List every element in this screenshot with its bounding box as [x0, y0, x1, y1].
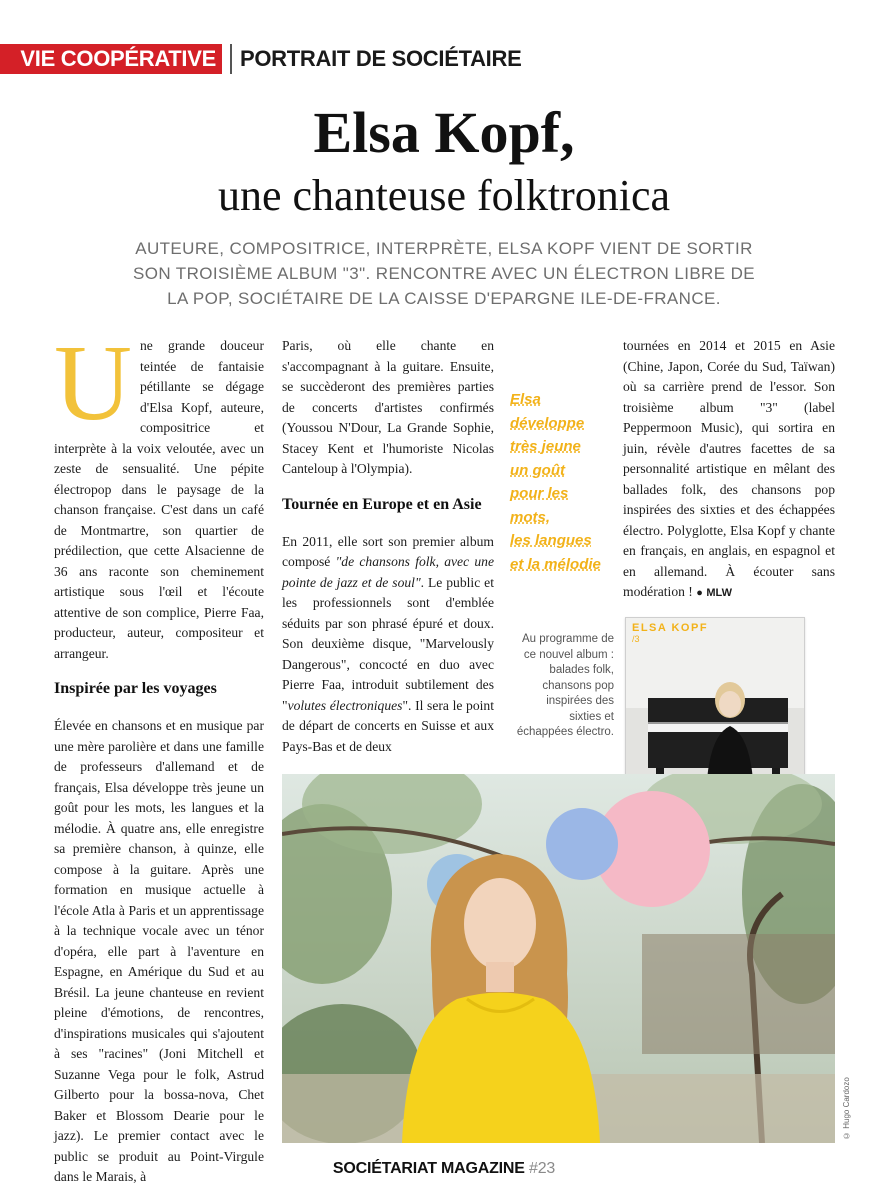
paragraph-voyages-continued: Paris, où elle chante en s'accompagnant à la guitare. Ensuite, se succèderont des premières parties de concerts d'artistes confirmés (Youssou N'Dour, La Grande Sophie, Stacey Kent et l'humoriste Nicolas Canteloup à l'Olympia). [282, 338, 494, 476]
paragraph-tournee [282, 532, 494, 758]
photo-credit: © Hugo Cardozo [842, 1077, 851, 1140]
subheading-voyages: Inspirée par les voyages [54, 680, 217, 697]
pull-quote-line: un goût [510, 461, 565, 479]
pull-quote-line: développe [510, 414, 585, 432]
issue-number: #23 [529, 1160, 556, 1177]
album-cover-photo [626, 618, 804, 798]
quote-italic: "de chansons folk, avec une pointe de jazz et de soul" [282, 554, 494, 590]
bullet-icon: ● [696, 587, 703, 599]
magazine-name: SOCIÉTARIAT MAGAZINE [332, 1160, 525, 1177]
main-portrait-photo [282, 774, 835, 1143]
paragraph-tournee-continued [623, 336, 835, 604]
pull-quote-line: mots, [510, 508, 551, 526]
pull-quote-line: et la mélodie [510, 555, 601, 573]
drop-cap: U [54, 324, 132, 443]
section-subrubric: PORTRAIT DE SOCIÉTAIRE [240, 46, 522, 71]
article-column-4 [623, 336, 835, 604]
page-footer [0, 1160, 888, 1178]
article-subtitle: une chanteuse folktronica [217, 171, 671, 220]
pull-quote-line: Elsa [510, 391, 541, 408]
album-title: ELSA KOPF [632, 622, 709, 634]
paragraph-text: En 2011, elle sort son premier album composé [282, 533, 494, 569]
pull-quote [510, 388, 620, 576]
rubric-divider [230, 44, 232, 74]
paragraph-voyages: Élevée en chansons et en musique par une mère parolière et dans une famille de professeurs d'allemand et de français, Elsa développe très jeune un goût pour les mots, les langues et la mélodie. À quatre ans, elle enregistre sa première chanson, à quinze, elle compose à la guitare. Après une formation en musique actuelle à l'école Atla à Paris et un apprentissage à la technique vocale avec un ténor d'opéra, elle part à l'aventure en Espagne, en Amérique du Sud et au Brésil. La jeune chanteuse en revient pleine d'émotions, de rencontres, d'inspirations musicales qui s'ajoutent à ses "racines" (Joni Mitchell et Suzanne Vega pour le folk, Astrud Gilberto pour la bossa-nova, Chet Baker et Blossom Dearie pour le jazz). Le premier contact avec le public se produit au Point-Virgule dans le Marais, à [54, 718, 264, 1184]
pull-quote-line: très jeune [510, 438, 581, 455]
album-caption: Au programme de ce nouvel album : balades folk, chansons pop inspirées des sixties et échappées électro. [516, 633, 614, 738]
article-title: Elsa Kopf, [313, 100, 575, 165]
article-column-1 [54, 324, 264, 1188]
intro-paragraph: ne grande douceur teintée de fantaisie pétillante se dégage d'Elsa Kopf, auteure, compositrice et interprète à la voix veloutée, avec un zeste de sensualité. Une pépite électropop dans le paysage de la chanson française. C'est dans un café de Montmartre, son quartier de prédilection, que cette Alsacienne de 36 ans raconte son cheminement artistique sous l'œil et l'écoute attentive de son complice, Pierre Faa, producteur, auteur, compositeur et arrangeur. [54, 338, 264, 661]
article-standfirst: AUTEURE, COMPOSITRICE, INTERPRÈTE, ELSA KOPF VIENT DE SORTIR SON TROISIÈME ALBUM "3". RENCONTRE AVEC UN ÉLECTRON LIBRE DE LA POP, SOCIÉTAIRE DE LA CAISSE D'EPARGNE ILE-DE-FRANCE. [132, 239, 756, 308]
paragraph-text: . Le public et les professionnels sont d'emblée séduits par son phrasé épuré et doux. Son deuxième disque, "Marvelously Dangerous", concocté en duo avec Pierre Faa, introduit subtilement des "volutes électroniques". Il sera le point de départ de concerts en Suisse et aux Pays-Bas et de deux [282, 574, 495, 754]
quote-italic: volutes électroniques [287, 697, 403, 713]
subheading-tournee: Tournée en Europe et en Asie [282, 495, 482, 513]
article-column-2 [282, 336, 494, 757]
section-rubric: VIE COOPÉRATIVE [0, 44, 222, 74]
paragraph-text: tournées en 2014 et 2015 en Asie (Chine, Japon, Corée du Sud, Taïwan) où sa carrière prend de l'essor. Son troisième album "3" (label Peppermoon Music), qui sortira en juin, révèle d'autres facettes de sa personnalité artistique en mêlant des ballades folk, des chansons pop inspirées des sixties et des échappées électro. Polyglotte, Elsa Kopf y chante en français, en anglais, en espagnol et en allemand. À écouter sans modération ! [623, 338, 835, 599]
pull-quote-line: les langues [510, 532, 592, 549]
pull-quote-line: pour les [510, 485, 569, 502]
album-cover-image [625, 617, 805, 799]
album-number: /3 [632, 634, 640, 644]
portrait-illustration [282, 774, 835, 1143]
author-signature: MLW [706, 587, 732, 599]
